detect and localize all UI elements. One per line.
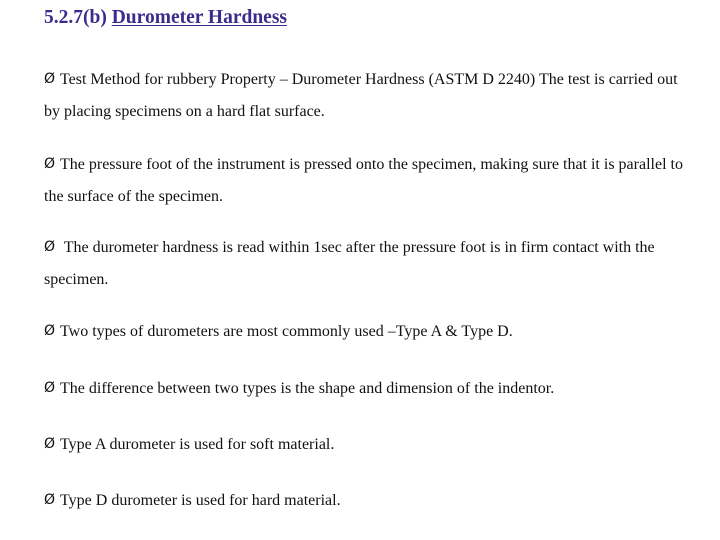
arrow-bullet-icon: Ø	[44, 156, 56, 172]
bullet-text: Type D durometer is used for hard material.	[60, 492, 341, 509]
section-number: 5.2.7(b)	[44, 7, 107, 28]
arrow-bullet-icon: Ø	[44, 492, 56, 508]
arrow-bullet-icon: Ø	[44, 239, 56, 255]
arrow-bullet-icon: Ø	[44, 436, 56, 452]
bullet-text: Type A durometer is used for soft material.	[60, 436, 335, 453]
bullet-text: The pressure foot of the instrument is pressed onto the specimen, making sure that it is parallel to the surface of the specimen.	[44, 156, 683, 205]
arrow-bullet-icon: Ø	[44, 71, 56, 87]
arrow-bullet-icon: Ø	[44, 323, 56, 339]
bullet-test-method	[44, 64, 684, 127]
section-title: Durometer Hardness	[111, 7, 288, 28]
arrow-bullet-icon: Ø	[44, 380, 56, 396]
section-heading	[44, 7, 287, 29]
bullet-reading-time	[44, 232, 684, 295]
bullet-difference	[44, 373, 684, 405]
bullet-text: Two types of durometers are most commonly used –Type A & Type D.	[60, 323, 513, 340]
bullet-type-d	[44, 485, 684, 517]
bullet-text: The difference between two types is the shape and dimension of the indentor.	[60, 380, 555, 397]
bullet-text: The durometer hardness is read within 1sec after the pressure foot is in firm contact with the specimen.	[44, 239, 655, 288]
bullet-two-types	[44, 316, 684, 348]
bullet-pressure-foot	[44, 149, 684, 212]
bullet-type-a	[44, 429, 684, 461]
bullet-text: Test Method for rubbery Property – Durometer Hardness (ASTM D 2240) The test is carried out by placing specimens on a hard flat surface.	[44, 71, 678, 120]
